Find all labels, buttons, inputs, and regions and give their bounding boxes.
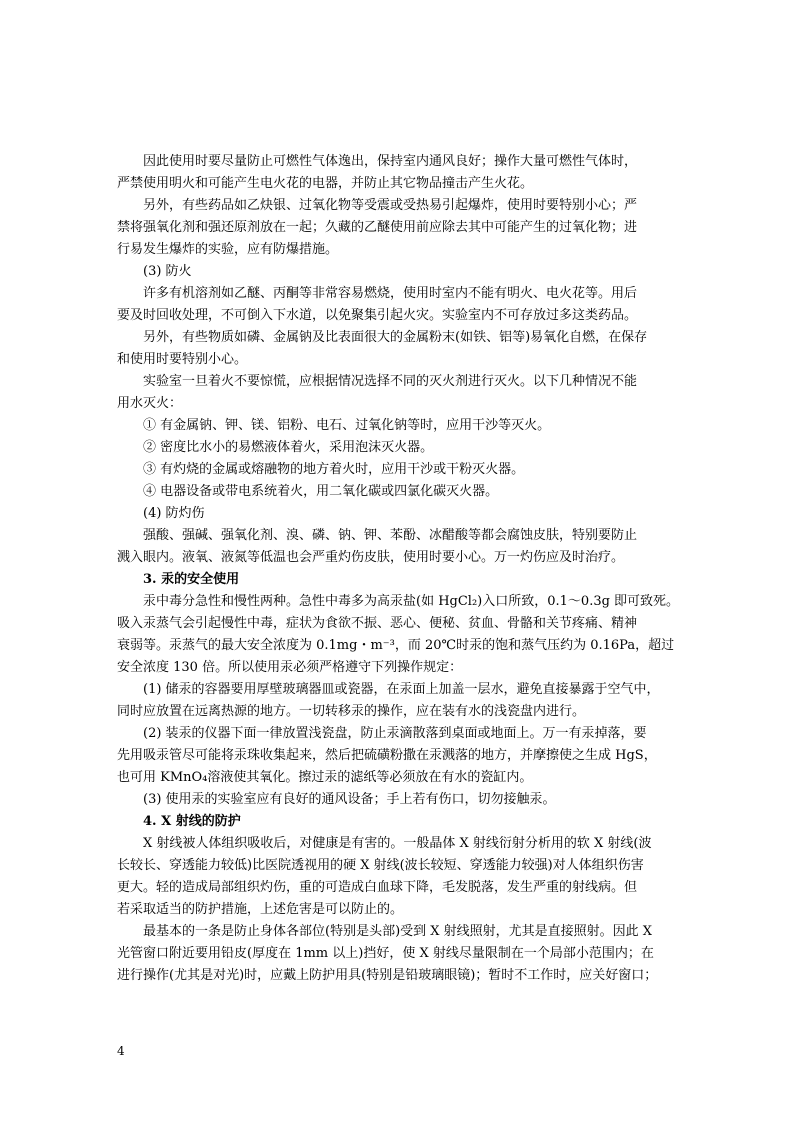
list-item: ② 密度比水小的易燃液体着火，采用泡沫灭火器。 — [143, 440, 434, 455]
text-line: 要及时回收处理，不可倒入下水道，以免聚集引起火灾。实验室内不可存放过多这类药品。 — [117, 308, 638, 323]
text-line: 光管窗口附近要用铅皮(厚度在 1mm 以上)挡好，使 X 射线尽量限制在一个局部小范围内；在 — [117, 946, 654, 961]
section-title: 3. 汞的安全使用 — [143, 572, 240, 587]
text-line: 和使用时要特别小心。 — [117, 352, 248, 367]
text-line: 因此使用时要尽量防止可燃性气体逸出，保持室内通风良好；操作大量可燃性气体时， — [143, 154, 638, 169]
text-line: 安全浓度 130 倍。所以使用汞必须严格遵守下列操作规定： — [117, 660, 463, 675]
text-line: 先用吸汞管尽可能将汞珠收集起来，然后把硫磺粉撒在汞溅落的地方，并摩擦使之生成 HgS， — [117, 748, 657, 763]
text-line: 若采取适当的防护措施，上述危害是可以防止的。 — [117, 902, 404, 917]
list-item: (1) 储汞的容器要用厚壁玻璃器皿或瓷器，在汞面上加盖一层水，避免直接暴露于空气中， — [143, 682, 660, 697]
page-number: 4 — [117, 1044, 125, 1058]
list-item: (2) 装汞的仪器下面一律放置浅瓷盘，防止汞滴散落到桌面或地面上。万一有汞掉落，要 — [143, 726, 647, 741]
text-line: 严禁使用明火和可能产生电火花的电器，并防止其它物品撞击产生火花。 — [117, 176, 534, 191]
section-heading: (4) 防灼伤 — [143, 506, 205, 521]
list-item: ① 有金属钠、钾、镁、铝粉、电石、过氧化钠等时，应用干沙等灭火。 — [143, 418, 551, 433]
text-line: 许多有机溶剂如乙醚、丙酮等非常容易燃烧，使用时室内不能有明火、电火花等。用后 — [143, 286, 638, 301]
text-line: 溅入眼内。液氧、液氮等低温也会严重灼伤皮肤，使用时要小心。万一灼伤应及时治疗。 — [117, 550, 625, 565]
text-line: 也可用 KMnO₄溶液使其氧化。擦过汞的滤纸等必须放在有水的瓷缸内。 — [117, 770, 533, 785]
text-line: X 射线被人体组织吸收后，对健康是有害的。一般晶体 X 射线衍射分析用的软 X 射线(波 — [143, 836, 652, 851]
list-item: ④ 电器设备或带电系统着火，用二氧化碳或四氯化碳灭火器。 — [143, 484, 499, 499]
list-item: (3) 使用汞的实验室应有良好的通风设备；手上若有伤口，切勿接触汞。 — [143, 792, 556, 807]
text-line: 强酸、强碱、强氧化剂、溴、磷、钠、钾、苯酚、冰醋酸等都会腐蚀皮肤，特别要防止 — [143, 528, 638, 543]
text-line: 吸入汞蒸气会引起慢性中毒，症状为食欲不振、恶心、便秘、贫血、骨骼和关节疼痛、精神 — [117, 616, 638, 631]
text-line: 另外，有些药品如乙炔银、过氧化物等受震或受热易引起爆炸，使用时要特别小心；严 — [143, 198, 638, 213]
text-line: 最基本的一条是防止身体各部位(特别是头部)受到 X 射线照射，尤其是直接照射。因此 X — [143, 924, 653, 939]
list-item: ③ 有灼烧的金属或熔融物的地方着火时，应用干沙或干粉灭火器。 — [143, 462, 525, 477]
text-line: 用水灭火： — [117, 396, 183, 411]
text-line: 进行操作(尤其是对光)时，应戴上防护用具(特别是铅玻璃眼镜)；暂时不工作时，应关好窗口； — [117, 968, 658, 983]
text-line: 另外，有些物质如磷、金属钠及比表面很大的金属粉末(如铁、铝等)易氧化自燃，在保存 — [143, 330, 648, 345]
section-title: 4. X 射线的防护 — [143, 814, 241, 829]
text-line: 长较长、穿透能力较低)比医院透视用的硬 X 射线(波长较短、穿透能力较强)对人体组织伤害 — [117, 858, 644, 873]
text-line: 更大。轻的造成局部组织灼伤，重的可造成白血球下降，毛发脱落，发生严重的射线病。但 — [117, 880, 638, 895]
text-line: 行易发生爆炸的实验，应有防爆措施。 — [117, 242, 339, 257]
section-heading: (3) 防火 — [143, 264, 192, 279]
text-line: 汞中毒分急性和慢性两种。急性中毒多为高汞盐(如 HgCl₂)入口所致，0.1～0.3g 即可致死。 — [143, 594, 680, 609]
text-line: 禁将强氧化剂和强还原剂放在一起；久藏的乙醚使用前应除去其中可能产生的过氧化物；进 — [117, 220, 638, 235]
text-line: 实验室一旦着火不要惊慌，应根据情况选择不同的灭火剂进行灭火。以下几种情况不能 — [143, 374, 638, 389]
text-line: 同时应放置在远离热源的地方。一切转移汞的操作，应在装有水的浅瓷盘内进行。 — [117, 704, 586, 719]
text-line: 衰弱等。汞蒸气的最大安全浓度为 0.1mg・m⁻³，而 20℃时汞的饱和蒸气压约为 0.16Pa，超过 — [117, 638, 675, 653]
